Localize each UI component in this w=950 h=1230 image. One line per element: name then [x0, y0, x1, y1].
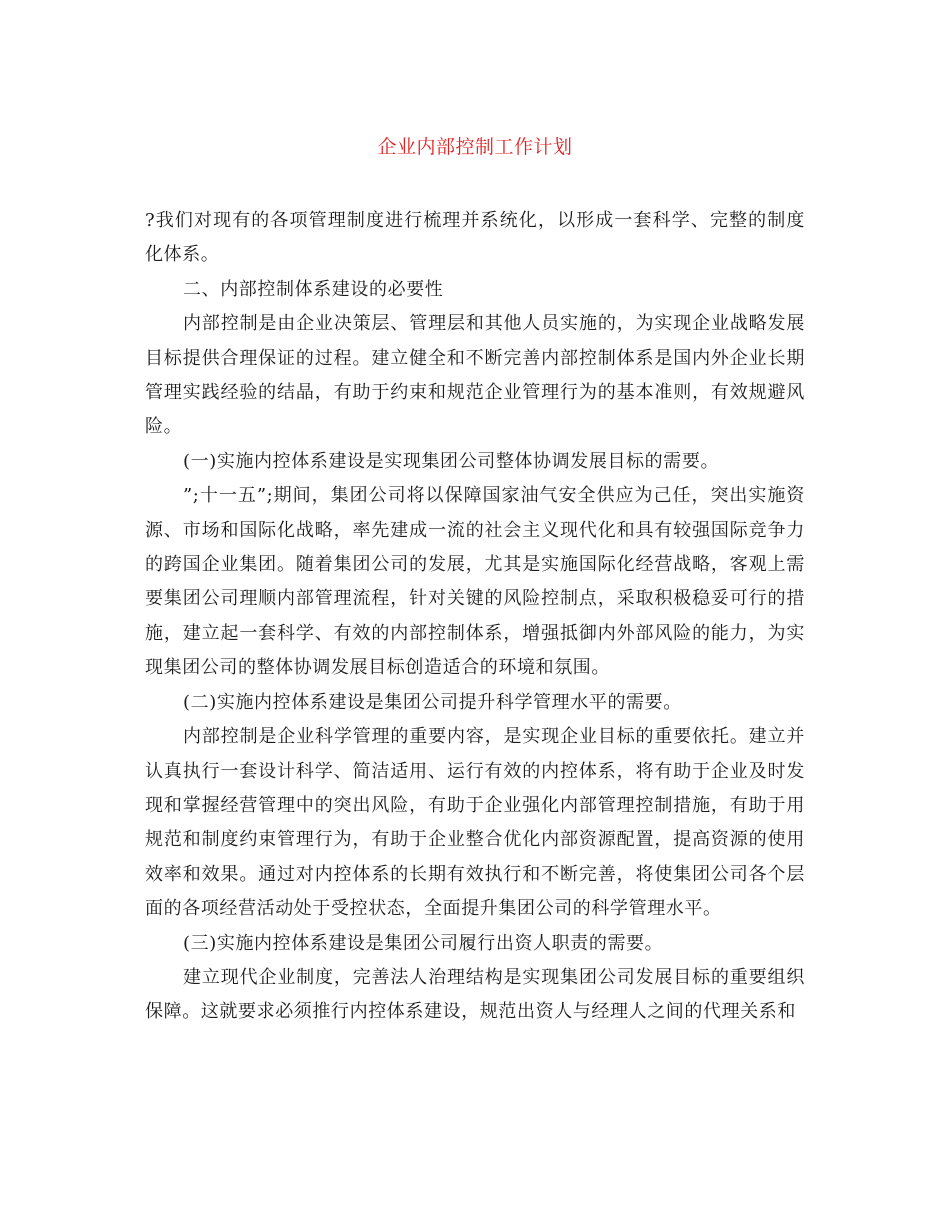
paragraph-definition: 内部控制是由企业决策层、管理层和其他人员实施的，为实现企业战略发展目标提供合理保证的过程。建立健全和不断完善内部控制体系是国内外企业长期管理实践经验的结晶，有助于约束和规范企业管理行为的基本准则，有效规避风险。 — [145, 313, 805, 438]
paragraph-intro: ?我们对现有的各项管理制度进行梳理并系统化，以形成一套科学、完整的制度化体系。 — [145, 210, 805, 266]
subheading-3: (三)实施内控体系建设是集团公司履行出资人职责的需要。 — [183, 932, 664, 954]
section-heading-necessity: 二、内部控制体系建设的必要性 — [183, 278, 444, 300]
paragraph-five-year-plan: ”;十一五”;期间，集团公司将以保障国家油气安全供应为己任，突出实施资源、市场和国际化战略，率先建成一流的社会主义现代化和具有较强国际竞争力的跨国企业集团。随着集团公司的发展，尤其是实施国际化经营战略，客观上需要集团公司理顺内部管理流程，针对关键的风险控制点，采取积极稳妥可行的措施，建立起一套科学、有效的内部控制体系，增强抵御内外部风险的能力，为实现集团公司的整体协调发展目标创造适合的环境和氛围。 — [145, 485, 805, 679]
subheading-2: (二)实施内控体系建设是集团公司提升科学管理水平的需要。 — [183, 691, 682, 713]
document-body — [145, 204, 805, 1030]
paragraph-scientific-management: 内部控制是企业科学管理的重要内容，是实现企业目标的重要依托。建立并认真执行一套设计科学、简洁适用、运行有效的内控体系，将有助于企业及时发现和掌握经营管理中的突出风险，有助于企业强化内部管理控制措施，有助于用规范和制度约束管理行为，有助于企业整合优化内部资源配置，提高资源的使用效率和效果。通过对内控体系的长期有效执行和不断完善，将使集团公司各个层面的各项经营活动处于受控状态，全面提升集团公司的科学管理水平。 — [145, 726, 805, 920]
subheading-1: (一)实施内控体系建设是实现集团公司整体协调发展目标的需要。 — [183, 450, 720, 472]
paragraph-modern-enterprise: 建立现代企业制度，完善法人治理结构是实现集团公司发展目标的重要组织保障。这就要求必须推行内控体系建设，规范出资人与经理人之间的代理关系和 — [145, 966, 805, 1023]
document-title: 企业内部控制工作计划 — [377, 136, 573, 158]
